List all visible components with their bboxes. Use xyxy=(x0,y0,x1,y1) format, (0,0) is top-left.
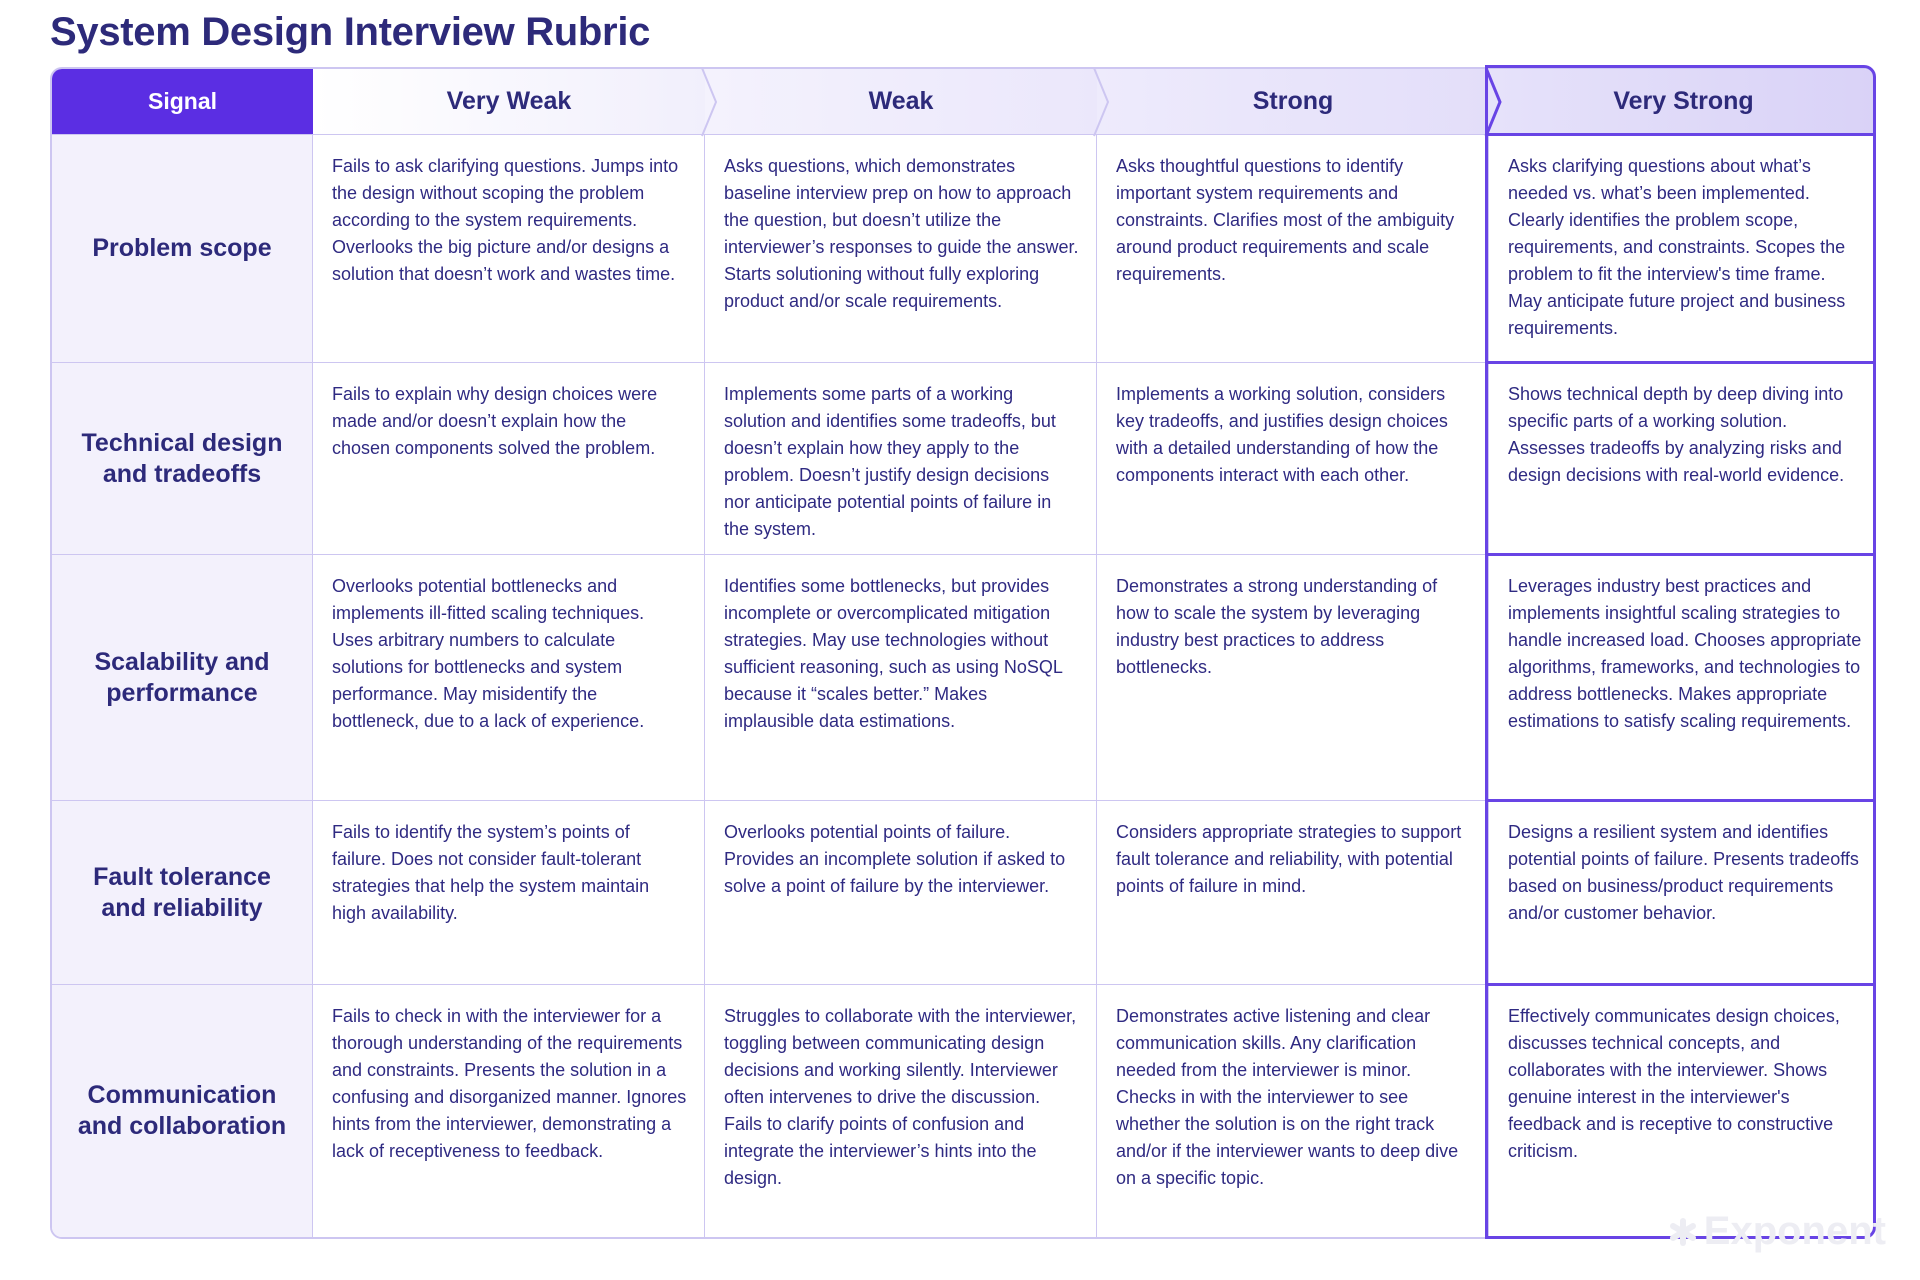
rubric-cell-very-weak: Fails to identify the system’s points of failure. Does not consider fault-tolerant strategies that help the system maintain high availability. xyxy=(313,801,705,985)
rubric-cell-very-strong: Effectively communicates design choices, discusses technical concepts, and collaborates with the interviewer. Shows genuine interest in the interviewer's feedback and is receptive to constructive criticism. xyxy=(1508,1006,1840,1161)
rubric-cell-weak: Overlooks potential points of failure. Provides an incomplete solution if asked to solve a point of failure by the interviewer. xyxy=(705,801,1097,985)
rubric-cell-very-weak: Overlooks potential bottlenecks and implements ill-fitted scaling techniques. Uses arbitrary numbers to calculate solutions for bottlenecks and system performance. May misidentify the bottleneck, due to a lack of experience. xyxy=(313,555,705,801)
signal-technical-design: Technical design and tradeoffs xyxy=(52,363,313,555)
rubric-cell-strong: Asks thoughtful questions to identify important system requirements and constraints. Clarifies most of the ambiguity around product requirements and scale requirements. xyxy=(1097,135,1489,363)
page-title: System Design Interview Rubric xyxy=(50,10,651,54)
chevron-divider-icon xyxy=(1485,68,1503,136)
header-signal-label: Signal xyxy=(147,88,217,114)
very-strong-row-divider xyxy=(1485,799,1876,802)
rubric-cell-strong: Demonstrates active listening and clear communication skills. Any clarification needed from the interviewer is minor. Checks in with the interviewer to see whether the solution is on the right track and/or if the interviewer wants to deep dive on a specific topic. xyxy=(1097,985,1489,1237)
signal-problem-scope: Problem scope xyxy=(52,135,313,363)
rubric-cell-weak: Struggles to collaborate with the interviewer, toggling between communicating design decisions and working silently. Interviewer often intervenes to drive the discussion. Fails to clarify points of confusion and integrate the interviewer’s hints into the design. xyxy=(705,985,1097,1237)
signal-fault-tolerance: Fault tolerance and reliability xyxy=(52,801,313,985)
rubric-cell-very-weak: Fails to ask clarifying questions. Jumps into the design without scoping the problem according to the system requirements. Overlooks the big picture and/or designs a solution that doesn’t work and wastes time. xyxy=(313,135,705,363)
header-level-label: Strong xyxy=(1252,87,1334,115)
chevron-divider-icon xyxy=(701,68,719,136)
very-strong-row-divider xyxy=(1485,361,1876,364)
rubric-table xyxy=(50,67,1876,1239)
header-weak xyxy=(705,69,1097,135)
rubric-cell-strong: Implements a working solution, considers key tradeoffs, and justifies design choices with a detailed understanding of how the components interact with each other. xyxy=(1097,363,1489,555)
signal-communication: Communication and collaboration xyxy=(52,985,313,1237)
header-very-weak xyxy=(313,69,705,135)
rubric-cell-very-strong: Shows technical depth by deep diving into specific parts of a working solution. Assesses tradeoffs by analyzing risks and design decisions with real-world evidence. xyxy=(1489,363,1876,555)
chevron-divider-icon xyxy=(1093,68,1111,136)
rubric-cell-weak: Asks questions, which demonstrates baseline interview prep on how to approach the question, but doesn’t utilize the interviewer’s responses to guide the answer. Starts solutioning without fully exploring product and/or scale requirements. xyxy=(705,135,1097,363)
very-strong-row-divider xyxy=(1485,983,1876,986)
header-signal xyxy=(52,69,313,135)
rubric-cell-very-strong: Leverages industry best practices and implements insightful scaling strategies to handle increased load. Chooses appropriate algorithms, frameworks, and technologies to address bottlenecks. Makes appropriate estimations to satisfy scaling requirements. xyxy=(1489,555,1876,801)
header-strong xyxy=(1097,69,1489,135)
exponent-logo xyxy=(1668,1209,1886,1254)
rubric-cell-very-weak: Fails to check in with the interviewer for a thorough understanding of the requirements and constraints. Presents the solution in a confusing and disorganized manner. Ignores hints from the interviewer, demonstrating a lack of receptiveness to feedback. xyxy=(313,985,705,1237)
rubric-cell-weak: Implements some parts of a working solution and identifies some tradeoffs, but doesn’t explain how they apply to the problem. Doesn’t justify design decisions nor anticipate potential points of failure in the system. xyxy=(705,363,1097,555)
asterisk-logo-icon xyxy=(1668,1217,1698,1247)
rubric-cell-weak: Identifies some bottlenecks, but provides incomplete or overcomplicated mitigation strategies. May use technologies without sufficient reasoning, such as using NoSQL because it “scales better.” Makes implausible data estimations. xyxy=(705,555,1097,801)
header-level-label: Weak xyxy=(868,87,934,115)
signal-scalability: Scalability and performance xyxy=(52,555,313,801)
header-level-label: Very Weak xyxy=(446,87,572,115)
very-strong-row-divider xyxy=(1485,553,1876,556)
rubric-cell-strong: Demonstrates a strong understanding of how to scale the system by leveraging industry best practices to address bottlenecks. xyxy=(1097,555,1489,801)
rubric-cell-very-strong: Asks clarifying questions about what’s needed vs. what’s been implemented. Clearly identifies the problem scope, requirements, and constraints. Scopes the problem to fit the interview's time frame. May anticipate future project and business requirements. xyxy=(1489,135,1876,363)
header-level-label: Very Strong xyxy=(1613,87,1754,115)
rubric-cell-very-weak: Fails to explain why design choices were made and/or doesn’t explain how the chosen components solved the problem. xyxy=(313,363,705,555)
rubric-cell-strong: Considers appropriate strategies to support fault tolerance and reliability, with potential points of failure in mind. xyxy=(1097,801,1489,985)
rubric-cell-very-strong: Designs a resilient system and identifies potential points of failure. Presents tradeoffs based on business/product requirements and/or customer behavior. xyxy=(1489,801,1876,985)
header-very-strong xyxy=(1489,69,1876,135)
logo-text: Exponent xyxy=(1703,1209,1886,1253)
very-strong-row-divider xyxy=(1485,133,1876,136)
